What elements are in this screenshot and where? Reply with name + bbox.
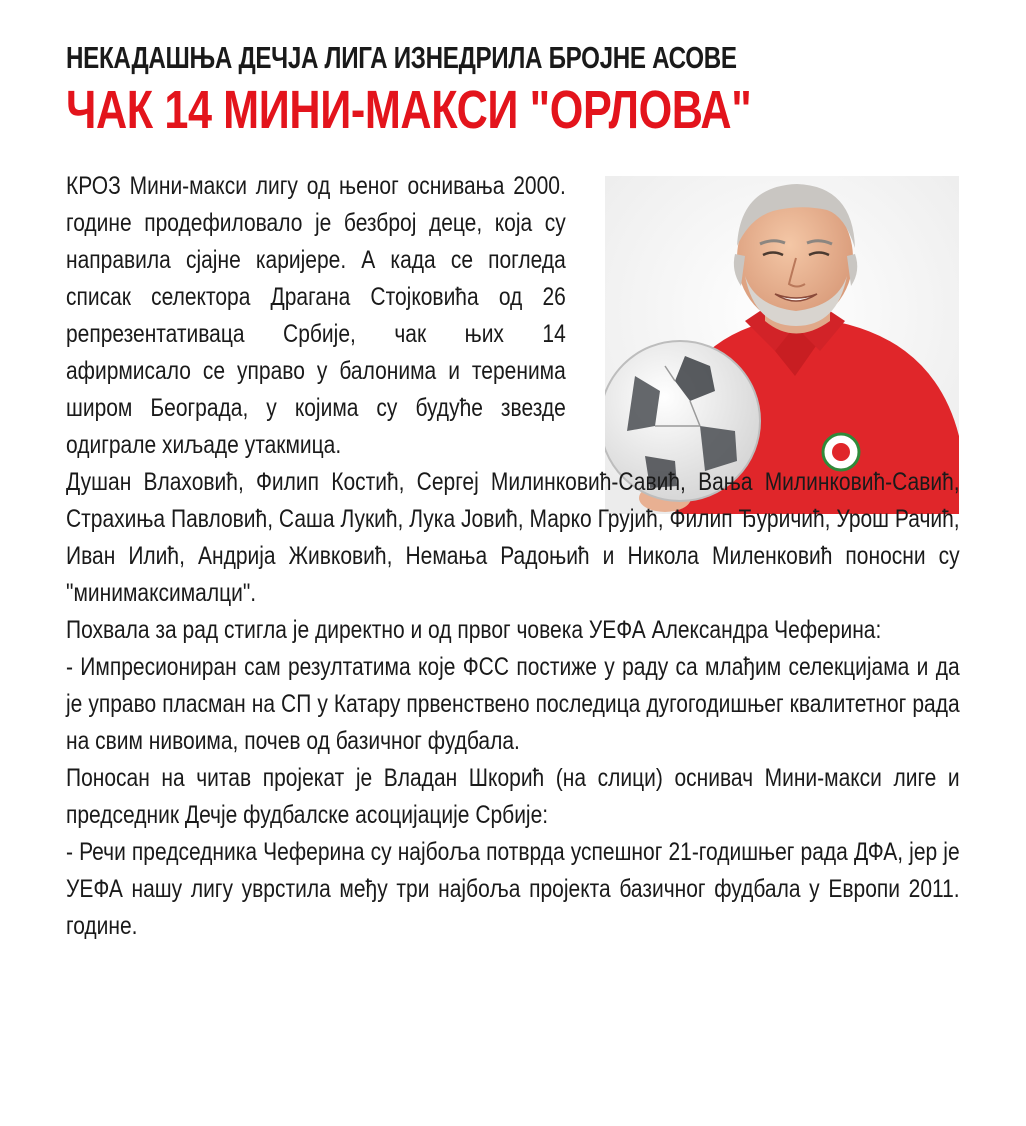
paragraph-text: Поносан на читав пројекат је Владан Шкорић (на слици) оснивач Мини-макси лиге и председник Дечје фудбалске асоцијације Србије: [66,764,960,829]
paragraph [66,464,960,612]
headline: ЧАК 14 МИНИ-МАКСИ "ОРЛОВА" [66,80,752,140]
paragraph [66,834,960,945]
body-paragraphs [66,464,960,945]
paragraph [66,612,960,649]
paragraph-text: Похвала за рад стигла је директно и од првог човека УЕФА Александра Чеферина: [66,616,882,644]
lead-paragraph [66,168,566,464]
paragraph [66,760,960,834]
paragraph-text: - Импресиониран сам резултатима које ФСС постиже у раду са млађим селекцијама и да је управо пласман на СП у Катару првенствено последица дугогодишњег квалитетног рада на свим нивоима, почев од базичног фудбала. [66,653,960,755]
paragraph [66,649,960,760]
lead-text: КРОЗ Мини-макси лигу од њеног оснивања 2000. године продефиловало је безброј деце, која су направила сјајне каријере. А када се погледа списак селектора Драгана Стојковића од 26 репрезентативаца Србије, чак њих 14 афирмисало се управо у балонима и теренима широм Београда, у којима су будуће звезде одиграле хиљаде утакмица. [66,172,566,459]
paragraph-text: - Речи председника Чеферина су најбоља потврда успешног 21-годишњег рада ДФА, јер је УЕФА нашу лигу уврстила међу три најбоља пројекта базичног фудбала у Европи 2011. године. [66,838,960,940]
kicker: НЕКАДАШЊА ДЕЧЈА ЛИГА ИЗНЕДРИЛА БРОЈНЕ АСОВЕ [66,40,737,75]
article-body [66,168,962,945]
paragraph-text: Душан Влаховић, Филип Костић, Сергеј Милинковић-Савић, Вања Милинковић-Савић, Страхиња Павловић, Саша Лукић, Лука Јовић, Марко Грујић, Филип Ђуричић, Урош Рачић, Иван Илић, Андрија Живковић, Немања Радоњић и Никола Миленковић поносни су "минимаксималци". [66,468,960,607]
article-header [66,30,960,140]
